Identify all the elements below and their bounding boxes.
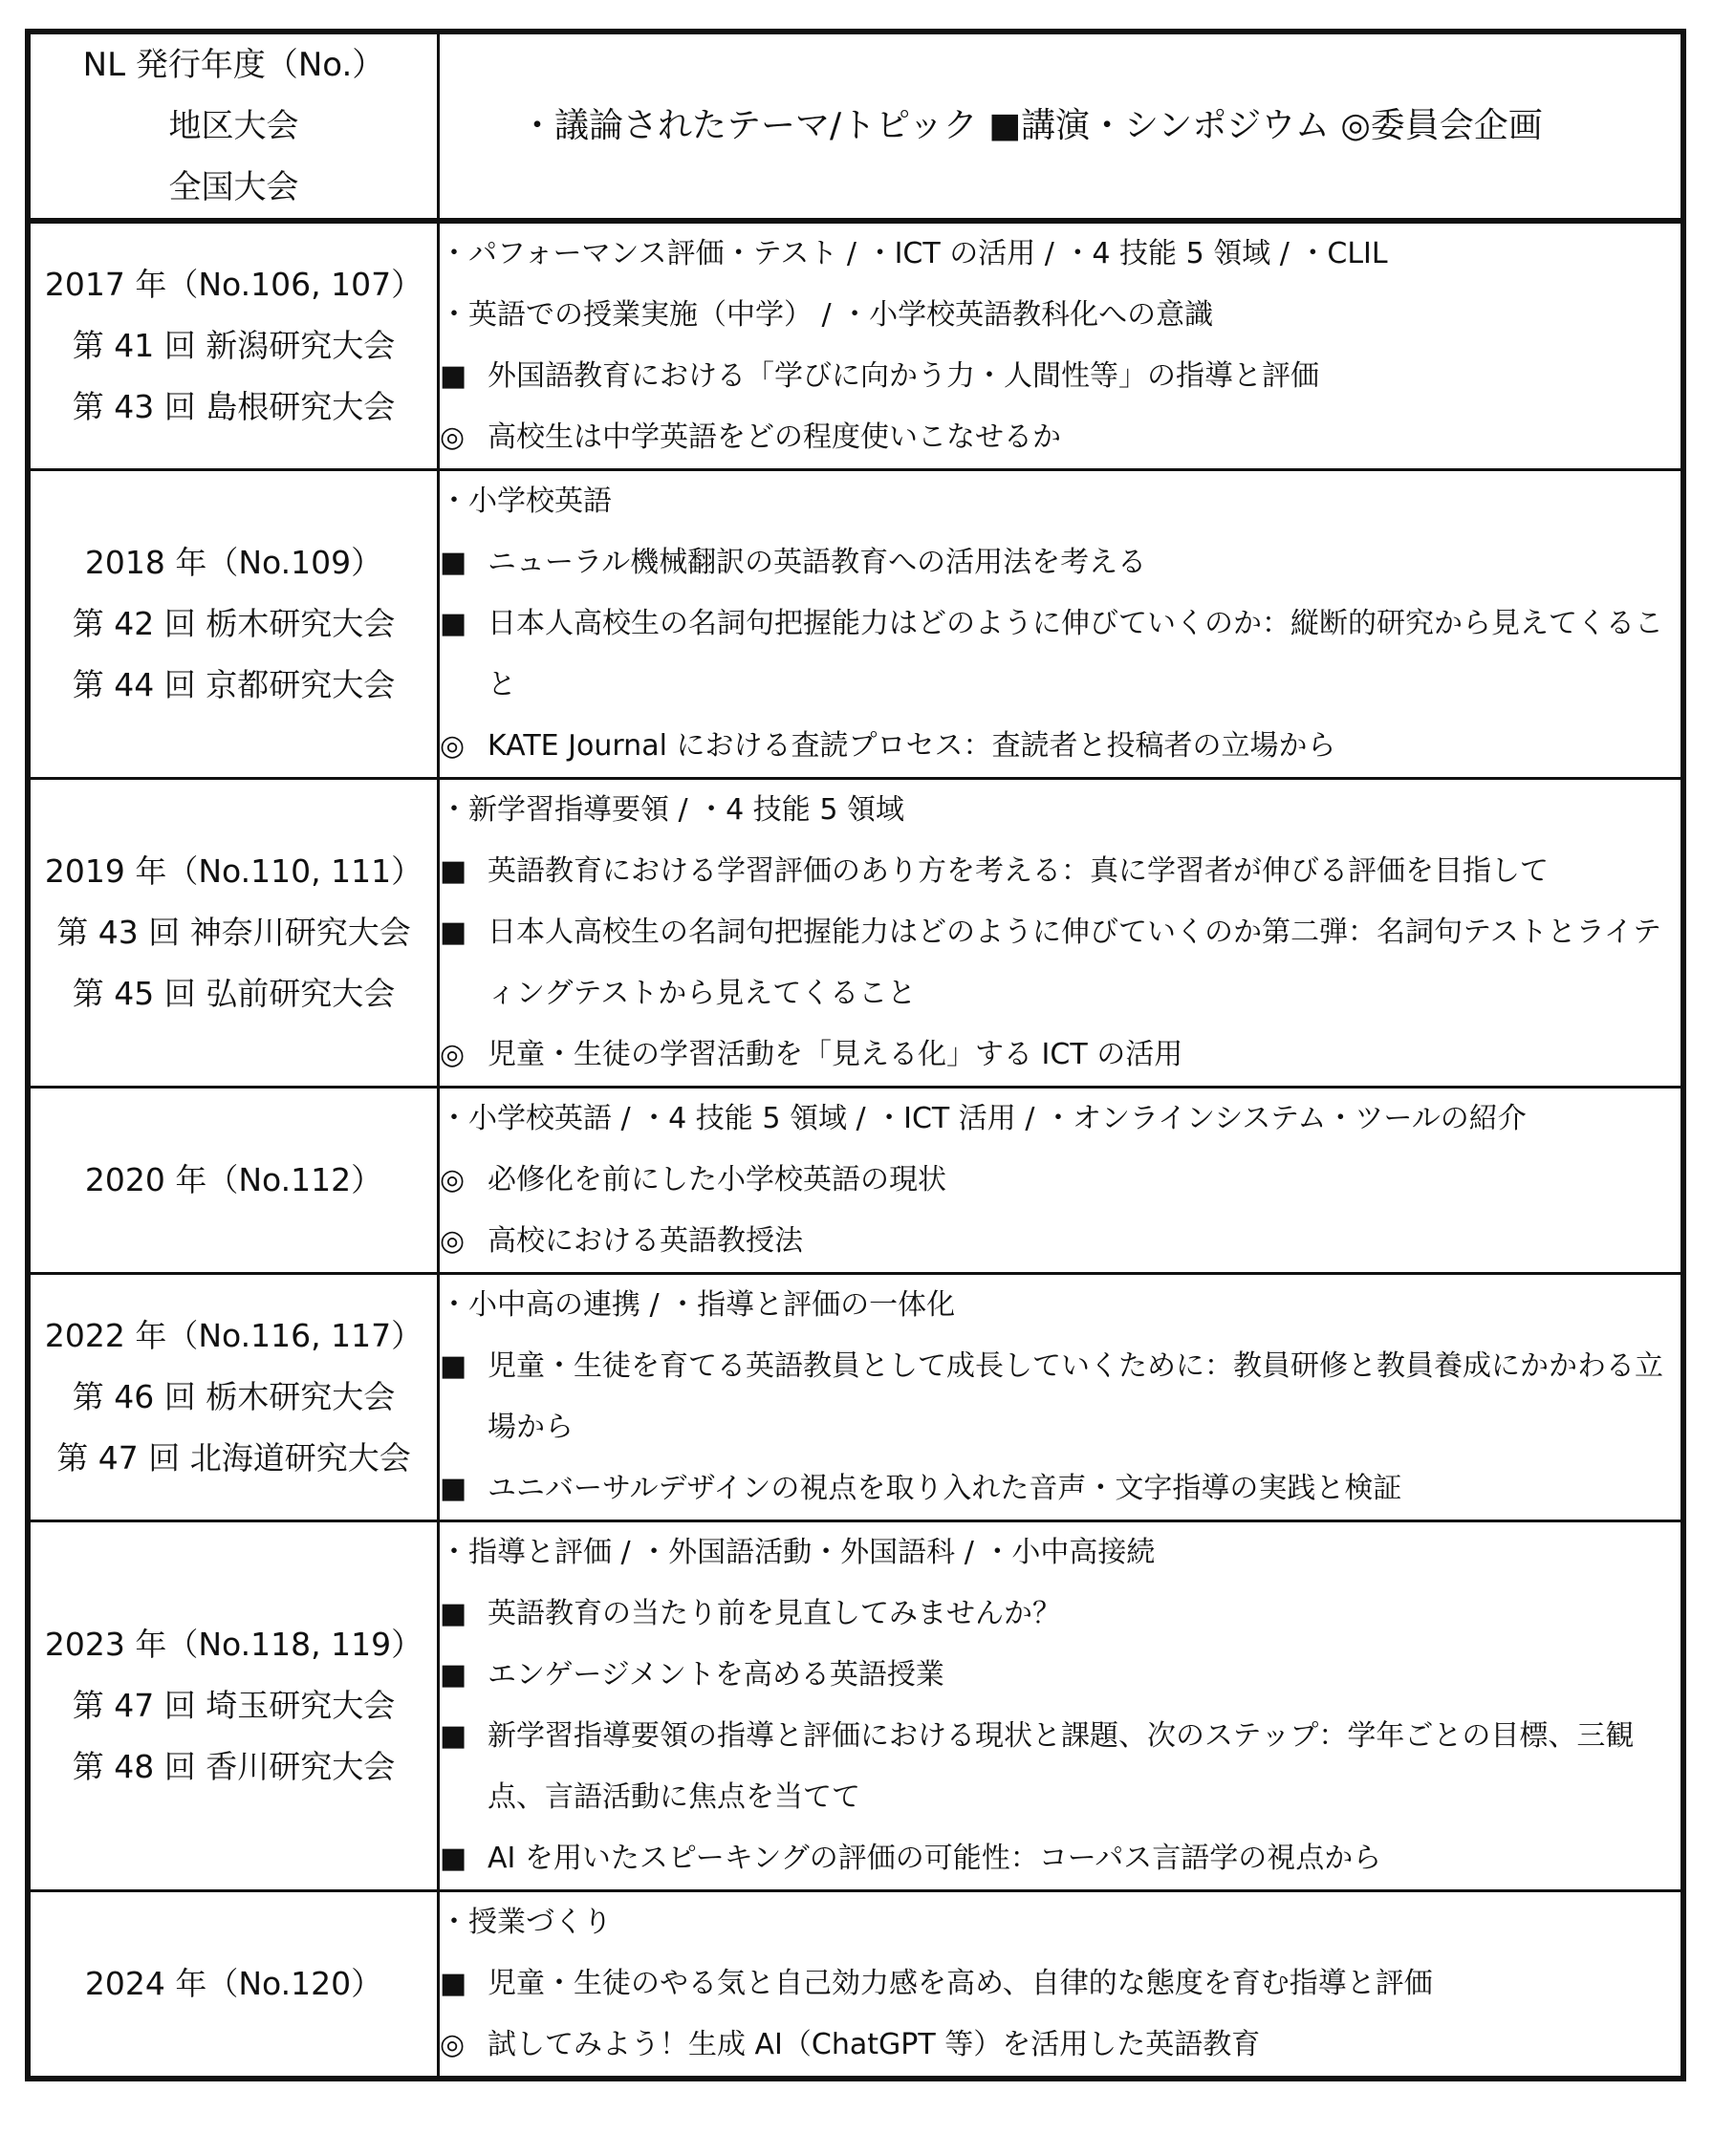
year-label: 2017 年（No.106, 107） (44, 266, 423, 303)
year-label: 2020 年（No.112） (84, 1161, 383, 1198)
item-text: 児童・生徒のやる気と自己効力感を高め、自律的な態度を育む指導と評価 (488, 1967, 1433, 2000)
year-label: 2024 年（No.120） (84, 1965, 383, 2002)
item-text: AI を用いたスピーキングの評価の可能性：コーパス言語学の視点から (488, 1842, 1382, 1875)
list-item (440, 841, 1680, 902)
square-bullet-icon: ■ (440, 359, 467, 393)
square-bullet-icon: ■ (440, 1842, 467, 1875)
conference-label: 第 47 回 埼玉研究大会 (72, 1687, 396, 1724)
table-row (28, 779, 1683, 1088)
year-cell (28, 1891, 439, 2080)
double-circle-icon: ◎ (440, 1163, 466, 1197)
square-bullet-icon: ■ (440, 1719, 467, 1753)
header-legend: ・議論されたテーマ/トピック ■講演・シンポジウム ◎委員会企画 (520, 106, 1543, 145)
list-item (440, 1953, 1680, 2015)
year-cell (28, 1088, 439, 1274)
year-label: 2022 年（No.116, 117） (44, 1317, 423, 1354)
square-bullet-icon: ■ (440, 1967, 467, 2000)
list-item (440, 1645, 1680, 1706)
item-text: 試してみよう！生成 AI（ChatGPT 等）を活用した英語教育 (488, 2028, 1261, 2061)
table-row (28, 1088, 1683, 1274)
topic-line: ・小学校英語 (440, 485, 612, 518)
year-label: 2019 年（No.110, 111） (44, 852, 423, 890)
item-text: 児童・生徒を育てる英語教員として成長していくために：教員研修と教員養成にかかわる立場から (488, 1349, 1663, 1444)
item-text: 高校生は中学英語をどの程度使いこなせるか (488, 420, 1061, 454)
item-text: 新学習指導要領の指導と評価における現状と課題、次のステップ：学年ごとの目標、三観点、言語活動に焦点を当てて (488, 1719, 1635, 1814)
list-item (440, 1024, 1680, 1086)
header-right-cell (439, 32, 1684, 221)
header-left-line: NL 発行年度（No.） (82, 46, 385, 84)
table-row (28, 1891, 1683, 2080)
item-text: 英語教育の当たり前を見直してみませんか？ (488, 1597, 1061, 1630)
year-cell (28, 1274, 439, 1521)
item-text: 必修化を前にした小学校英語の現状 (488, 1163, 946, 1197)
conference-label: 第 43 回 島根研究大会 (72, 388, 396, 425)
square-bullet-icon: ■ (440, 1349, 467, 1383)
topic-line: ・指導と評価 / ・外国語活動・外国語科 / ・小中高接続 (440, 1536, 1156, 1569)
double-circle-icon: ◎ (440, 1038, 466, 1071)
conference-label: 第 45 回 弘前研究大会 (72, 975, 396, 1012)
header-row (28, 32, 1683, 221)
header-left-line: 全国大会 (168, 168, 299, 206)
conference-label: 第 48 回 香川研究大会 (72, 1748, 396, 1785)
list-item (440, 532, 1680, 593)
square-bullet-icon: ■ (440, 854, 467, 888)
topic-line: ・授業づくり (440, 1906, 612, 1939)
table-row (28, 470, 1683, 779)
topics-cell (439, 1088, 1684, 1274)
item-text: KATE Journal における査読プロセス：査読者と投稿者の立場から (488, 729, 1336, 763)
topic-line: ・小学校英語 / ・4 技能 5 領域 / ・ICT 活用 / ・オンラインシステム・ツールの紹介 (440, 1102, 1527, 1135)
topic-line: ・新学習指導要領 / ・4 技能 5 領域 (440, 793, 904, 827)
list-item (440, 593, 1680, 716)
topics-cell (439, 1521, 1684, 1891)
conference-label: 第 43 回 神奈川研究大会 (56, 914, 411, 951)
topic-line: ・パフォーマンス評価・テスト / ・ICT の活用 / ・4 技能 5 領域 / ・CLIL (440, 237, 1388, 270)
square-bullet-icon: ■ (440, 916, 467, 949)
double-circle-icon: ◎ (440, 2028, 466, 2061)
item-text: ニューラル機械翻訳の英語教育への活用法を考える (488, 546, 1147, 579)
topics-table (25, 29, 1686, 2081)
item-text: ユニバーサルデザインの視点を取り入れた音声・文字指導の実践と検証 (488, 1472, 1402, 1505)
item-text: 英語教育における学習評価のあり方を考える：真に学習者が伸びる評価を目指して (488, 854, 1549, 888)
table-row (28, 221, 1683, 470)
topics-cell (439, 221, 1684, 470)
double-circle-icon: ◎ (440, 729, 466, 763)
conference-label: 第 42 回 栃木研究大会 (72, 605, 396, 642)
list-item (440, 346, 1680, 407)
header-left-cell (28, 32, 439, 221)
year-label: 2018 年（No.109） (84, 544, 383, 581)
conference-label: 第 41 回 新潟研究大会 (72, 327, 396, 364)
year-cell (28, 221, 439, 470)
conference-label: 第 44 回 京都研究大会 (72, 666, 396, 703)
item-text: 外国語教育における「学びに向かう力・人間性等」の指導と評価 (488, 359, 1319, 393)
list-item (440, 1584, 1680, 1645)
list-item (440, 2015, 1680, 2076)
list-item (440, 1706, 1680, 1828)
item-text: エンゲージメントを高める英語授業 (488, 1658, 944, 1692)
list-item (440, 1150, 1680, 1211)
list-item (440, 716, 1680, 777)
topics-cell (439, 1891, 1684, 2080)
topics-cell (439, 1274, 1684, 1521)
topics-cell (439, 779, 1684, 1088)
table-row (28, 1521, 1683, 1891)
item-text: 日本人高校生の名詞句把握能力はどのように伸びていくのか第二弾：名詞句テストとライティングテストから見えてくること (488, 916, 1661, 1010)
square-bullet-icon: ■ (440, 607, 467, 640)
item-text: 高校における英語教授法 (488, 1224, 803, 1258)
double-circle-icon: ◎ (440, 1224, 466, 1258)
item-text: 児童・生徒の学習活動を「見える化」する ICT の活用 (488, 1038, 1183, 1071)
topic-line: ・英語での授業実施（中学） / ・小学校英語教科化への意識 (440, 298, 1214, 332)
square-bullet-icon: ■ (440, 1658, 467, 1692)
list-item (440, 1828, 1680, 1889)
table-row (28, 1274, 1683, 1521)
conference-label: 第 47 回 北海道研究大会 (56, 1439, 411, 1477)
square-bullet-icon: ■ (440, 546, 467, 579)
list-item (440, 1211, 1680, 1272)
double-circle-icon: ◎ (440, 420, 466, 454)
conference-label: 第 46 回 栃木研究大会 (72, 1378, 396, 1415)
topic-line: ・小中高の連携 / ・指導と評価の一体化 (440, 1288, 956, 1322)
year-cell (28, 779, 439, 1088)
square-bullet-icon: ■ (440, 1472, 467, 1505)
year-cell (28, 1521, 439, 1891)
year-cell (28, 470, 439, 779)
list-item (440, 1458, 1680, 1520)
list-item (440, 407, 1680, 468)
list-item (440, 1336, 1680, 1458)
item-text: 日本人高校生の名詞句把握能力はどのように伸びていくのか：縦断的研究から見えてくること (488, 607, 1663, 701)
year-label: 2023 年（No.118, 119） (44, 1626, 423, 1663)
topics-cell (439, 470, 1684, 779)
list-item (440, 902, 1680, 1024)
header-left-line: 地区大会 (168, 107, 299, 145)
square-bullet-icon: ■ (440, 1597, 467, 1630)
